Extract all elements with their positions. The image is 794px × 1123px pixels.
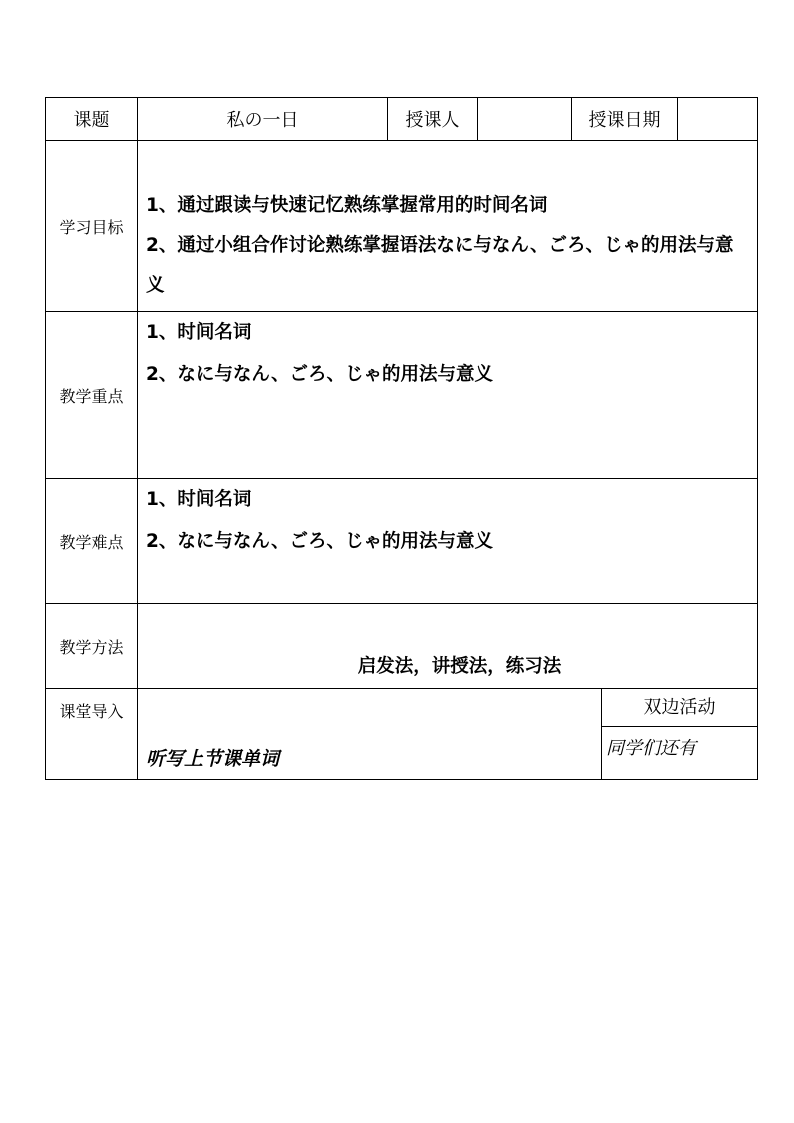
topic-value: 私の一日 xyxy=(138,98,388,141)
teacher-label: 授课人 xyxy=(388,98,478,141)
teacher-value xyxy=(478,98,572,141)
methods-value: 启发法，讲授法，练习法 xyxy=(357,656,562,677)
intro-row xyxy=(46,689,758,780)
intro-label: 课堂导入 xyxy=(46,689,138,780)
difficulties-content xyxy=(138,479,758,604)
topic-label: 课题 xyxy=(46,98,138,141)
date-label: 授课日期 xyxy=(572,98,678,141)
date-value xyxy=(678,98,758,141)
key-points-label: 教学重点 xyxy=(46,312,138,479)
key-point-line-2: 2、なに与なん、ごろ、じゃ的用法与意义 xyxy=(146,364,493,385)
difficulties-row xyxy=(46,479,758,604)
goal-line-1: 1、通过跟读与快速记忆熟练掌握常用的时间名词 xyxy=(146,195,548,216)
difficulty-line-2: 2、なに与なん、ごろ、じゃ的用法与意义 xyxy=(146,531,493,552)
goal-line-2: 2、通过小组合作讨论熟练掌握语法なに与なん、ごろ、じゃ的用法与意义 xyxy=(146,235,734,296)
key-point-line-1: 1、时间名词 xyxy=(146,322,252,343)
key-points-content xyxy=(138,312,758,479)
lesson-plan-table xyxy=(45,97,758,780)
intro-content: 听写上节课单词 xyxy=(138,689,602,780)
header-row xyxy=(46,98,758,141)
difficulties-label: 教学难点 xyxy=(46,479,138,604)
key-points-row xyxy=(46,312,758,479)
methods-label: 教学方法 xyxy=(46,604,138,689)
goals-label: 学习目标 xyxy=(46,141,138,312)
difficulty-line-1: 1、时间名词 xyxy=(146,489,252,510)
goals-content xyxy=(138,141,758,312)
methods-row xyxy=(46,604,758,689)
goals-row xyxy=(46,141,758,312)
methods-content xyxy=(138,604,758,689)
side-activity-text: 同学们还有 xyxy=(606,738,696,759)
side-activity-header: 双边活动 xyxy=(602,689,757,727)
intro-side-cell xyxy=(602,689,758,780)
